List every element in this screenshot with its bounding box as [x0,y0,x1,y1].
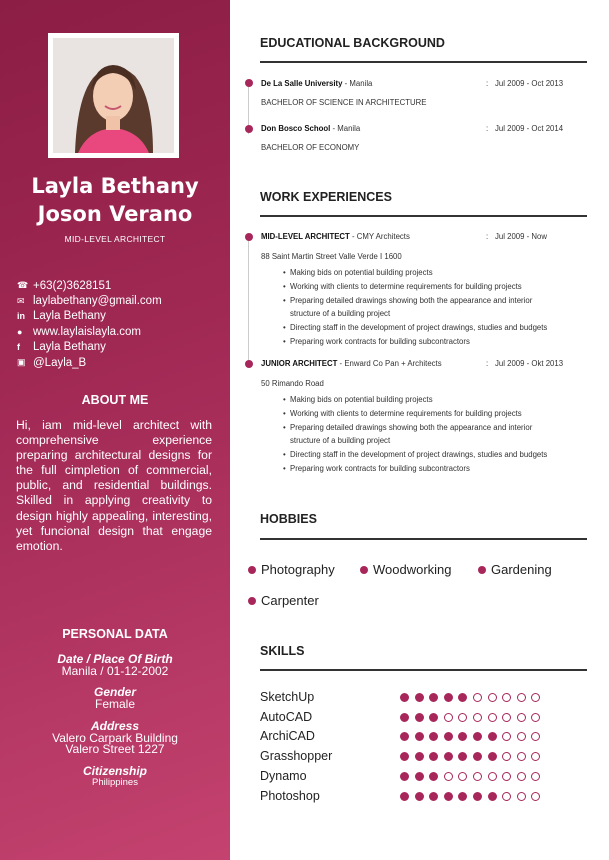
rating-dot-empty [502,693,511,702]
degree: BACHELOR OF SCIENCE IN ARCHITECTURE [261,98,427,107]
education-colon: : [486,124,489,133]
rating-dot-empty [531,713,540,722]
rating-dot-empty [502,713,511,722]
contact-email[interactable] [17,293,162,308]
contact-website[interactable] [17,324,162,339]
timeline-dot [245,125,253,133]
rating-dot-empty [517,713,526,722]
name-line-1: Layla Bethany [31,174,199,198]
list-item: • Preparing detailed drawings showing both the appearance and interior [283,294,547,308]
phone-icon: ☎ [17,280,29,291]
skill-name: AutoCAD [260,709,313,724]
skill-rating [400,693,546,702]
timeline-dot [245,79,253,87]
hobby-item [478,562,552,577]
work-entry-1 [261,232,410,241]
list-item: • Making bids on potential building projects [283,266,547,280]
rating-dot-filled [458,732,467,741]
contact-linkedin[interactable] [17,309,162,324]
address-line-1: Valero Carpark Building [52,731,178,745]
rating-dot-filled [444,752,453,761]
about-text: Hi, iam mid-level architect with comprehensive experience preparing architectural designs for the full cimpletion of commercial, public, and residential buildings. Skilled in applying creativity to design highly appealing, interesting, yet funcional design that engage emotion. [16,418,212,553]
rating-dot-filled [458,693,467,702]
citizenship-value: Philippines [92,777,138,788]
list-item: • Directing staff in the development of project drawings, studies and budgets [283,448,547,462]
work-address: 50 Rimando Road [261,379,324,388]
work-colon: : [486,359,489,368]
list-item: • Working with clients to determine requirements for building projects [283,280,547,294]
hobbies-divider [260,538,587,540]
hobby-item [360,562,452,577]
list-item: • Working with clients to determine requirements for building projects [283,407,547,421]
rating-dot-filled [415,772,424,781]
rating-dot-empty [517,752,526,761]
contact-text: laylabethany@gmail.com [33,295,162,308]
skill-name: SketchUp [260,690,315,704]
rating-dot-filled [400,772,409,781]
hobby-label: Photography [261,562,335,577]
hobby-label: Woodworking [373,562,452,577]
rating-dot-filled [488,732,497,741]
rating-dot-filled [473,792,482,801]
bullet-dot-icon [360,566,368,574]
list-item: • Making bids on potential building projects [283,393,547,407]
education-heading: EDUCATIONAL BACKGROUND [260,36,445,50]
rating-dot-filled [415,752,424,761]
skill-rating [400,732,546,741]
skill-rating [400,792,546,801]
work-divider [260,215,587,217]
rating-dot-empty [488,713,497,722]
sidebar [0,0,230,860]
gender-label: Gender [93,685,136,699]
education-entry-1 [261,79,372,88]
rating-dot-empty [517,772,526,781]
contact-text: www.laylaislayla.com [33,325,142,338]
education-entry-2 [261,124,360,133]
rating-dot-filled [429,792,438,801]
birth-label: Date / Place Of Birth [57,652,173,666]
list-item: • Preparing work contracts for building subcontractors [283,462,547,476]
facebook-icon: f [17,342,20,353]
birth-value: Manila / 01-12-2002 [61,664,169,678]
bullet-dot-icon [248,597,256,605]
rating-dot-filled [429,693,438,702]
rating-dot-filled [400,792,409,801]
contact-list [17,278,162,370]
rating-dot-filled [444,693,453,702]
rating-dot-empty [488,693,497,702]
skill-name: ArchiCAD [260,729,315,744]
bullet-dot-icon [248,566,256,574]
rating-dot-empty [502,752,511,761]
hobby-item [248,562,335,577]
company: - Enward Co Pan + Architects [337,359,442,368]
email-icon: ✉ [17,295,25,306]
rating-dot-filled [400,732,409,741]
rating-dot-empty [531,732,540,741]
rating-dot-filled [400,693,409,702]
job-role: MID-LEVEL ARCHITECT [261,232,350,241]
rating-dot-empty [531,693,540,702]
list-item: structure of a building project [290,436,391,446]
rating-dot-empty [458,772,467,781]
rating-dot-empty [502,792,511,801]
rating-dot-filled [488,792,497,801]
skill-name: Grasshopper [260,749,333,764]
rating-dot-filled [429,713,438,722]
hobby-label: Carpenter [261,593,319,608]
degree: BACHELOR OF ECONOMY [261,143,360,152]
school-location: - Manila [330,124,361,133]
contact-text: @Layla_B [33,356,87,369]
work-duties-1 [283,266,547,349]
profile-photo [48,33,179,158]
work-dates: Jul 2009 - Now [495,232,548,241]
hobbies-heading: HOBBIES [260,512,317,526]
rating-dot-filled [473,732,482,741]
rating-dot-filled [429,732,438,741]
rating-dot-filled [458,752,467,761]
education-dates: Jul 2009 - Oct 2014 [495,124,564,133]
rating-dot-filled [400,752,409,761]
skill-rating [400,752,546,761]
job-role: JUNIOR ARCHITECT [261,359,338,368]
rating-dot-filled [458,792,467,801]
contact-text: Layla Bethany [33,310,106,323]
rating-dot-filled [473,752,482,761]
rating-dot-empty [531,772,540,781]
school-name: De La Salle University [261,79,343,88]
rating-dot-filled [488,752,497,761]
bullet-dot-icon [478,566,486,574]
list-item: • Preparing work contracts for building subcontractors [283,335,547,349]
gender-value: Female [94,697,135,711]
work-dates: Jul 2009 - Okt 2013 [495,359,564,368]
hobby-item [248,593,319,608]
rating-dot-empty [502,732,511,741]
rating-dot-empty [488,772,497,781]
citizenship-label: Citizenship [82,764,147,778]
contact-facebook[interactable] [17,340,162,355]
list-item: • Directing staff in the development of project drawings, studies and budgets [283,321,547,335]
company: - CMY Architects [349,232,410,241]
linkedin-icon: in [17,311,25,322]
rating-dot-empty [473,772,482,781]
work-entry-2 [261,359,442,368]
rating-dot-filled [429,772,438,781]
work-heading: WORK EXPERIENCES [260,190,392,204]
rating-dot-filled [415,792,424,801]
skill-name: Dynamo [260,768,307,783]
instagram-icon: ▣ [17,357,26,368]
rating-dot-filled [415,732,424,741]
rating-dot-filled [444,732,453,741]
rating-dot-filled [400,713,409,722]
work-duties-2 [283,393,547,476]
timeline-dot [245,233,253,241]
rating-dot-filled [444,792,453,801]
rating-dot-empty [517,732,526,741]
skill-rating [400,713,546,722]
skills-divider [260,669,587,671]
about-heading: ABOUT ME [81,393,149,407]
contact-phone[interactable] [17,278,162,293]
skill-rating [400,772,546,781]
personal-data-heading: PERSONAL DATA [62,627,168,641]
skills-heading: SKILLS [260,644,305,658]
rating-dot-filled [429,752,438,761]
school-location: - Manila [342,79,373,88]
education-colon: : [486,79,489,88]
work-colon: : [486,232,489,241]
work-timeline [248,238,249,368]
rating-dot-empty [444,713,453,722]
education-divider [260,61,587,63]
education-dates: Jul 2009 - Oct 2013 [495,79,564,88]
rating-dot-empty [458,713,467,722]
contact-text: +63(2)3628151 [33,279,112,292]
work-address: 88 Saint Martin Street Valle Verde I 1600 [261,252,402,261]
skill-name: Photoshop [260,788,320,803]
rating-dot-filled [415,693,424,702]
rating-dot-empty [444,772,453,781]
address-label: Address [90,719,140,733]
rating-dot-empty [473,713,482,722]
globe-icon: ● [17,326,23,337]
rating-dot-filled [415,713,424,722]
list-item: • Preparing detailed drawings showing both the appearance and interior [283,421,547,435]
school-name: Don Bosco School [261,124,331,133]
timeline-dot [245,360,253,368]
rating-dot-empty [517,693,526,702]
hobby-label: Gardening [491,562,552,577]
rating-dot-empty [517,792,526,801]
rating-dot-empty [531,792,540,801]
contact-instagram[interactable] [17,355,162,370]
rating-dot-empty [473,693,482,702]
list-item: structure of a building project [290,309,391,319]
address-line-2: Valero Street 1227 [65,742,165,756]
contact-text: Layla Bethany [33,341,106,354]
name-line-2: Joson Verano [37,202,193,226]
rating-dot-empty [531,752,540,761]
job-title: MID-LEVEL ARCHITECT [64,234,166,244]
rating-dot-empty [502,772,511,781]
